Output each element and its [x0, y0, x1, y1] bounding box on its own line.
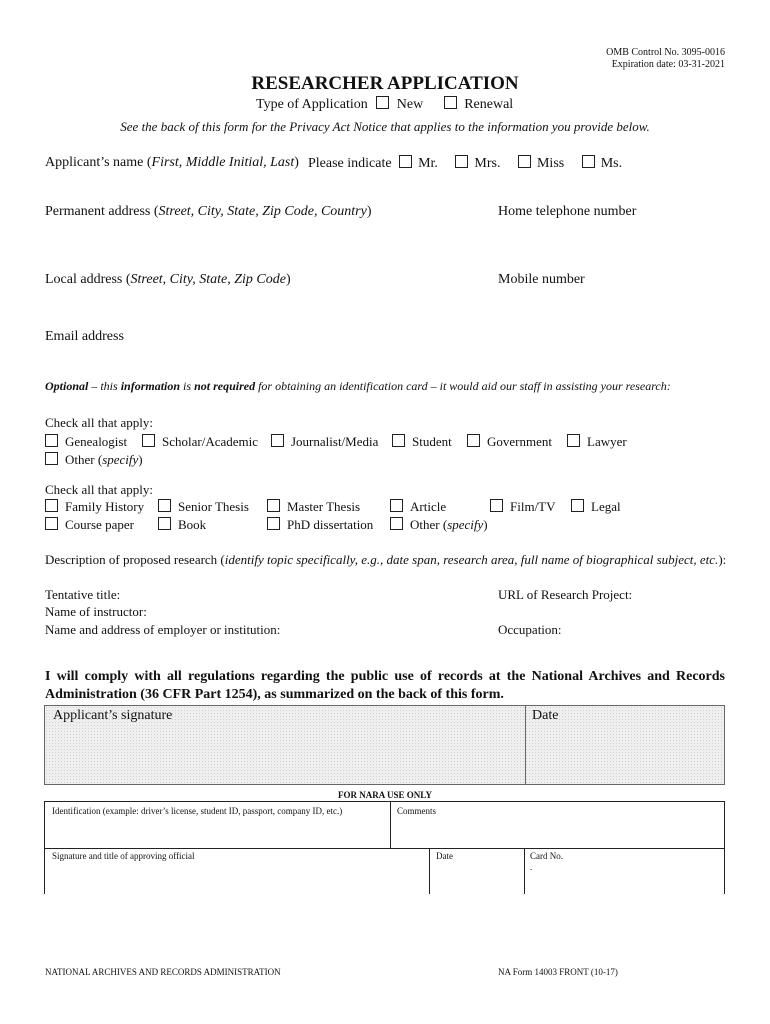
- renewal-label: Renewal: [464, 97, 514, 112]
- signature-date-label: Date: [532, 708, 559, 723]
- other-checkbox-1[interactable]: [45, 452, 58, 465]
- mr-checkbox[interactable]: [399, 155, 412, 168]
- identification-label: Identification (example: driver’s license, student ID, passport, company ID, etc.): [52, 806, 343, 816]
- date-divider: [429, 848, 430, 894]
- lawyer-option: Lawyer: [567, 434, 627, 450]
- government-checkbox[interactable]: [467, 434, 480, 447]
- privacy-note: See the back of this form for the Privacy Act Notice that applies to the information you provide below.: [120, 119, 650, 134]
- legal-checkbox[interactable]: [571, 499, 584, 512]
- master-thesis-option: Master Thesis: [267, 499, 360, 515]
- family-history-option: Family History: [45, 499, 144, 515]
- other-checkbox-2[interactable]: [390, 517, 403, 530]
- genealogist-checkbox[interactable]: [45, 434, 58, 447]
- genealogist-option: Genealogist: [45, 434, 127, 450]
- nara-row-divider: [44, 848, 725, 849]
- legal-option: Legal: [571, 499, 621, 515]
- other-option-2: Other (specify): [390, 517, 488, 533]
- tentative-title-label: Tentative title:: [45, 587, 121, 602]
- signature-divider: [525, 706, 526, 784]
- phd-dissertation-checkbox[interactable]: [267, 517, 280, 530]
- compliance-line-2: Administration (36 CFR Part 1254), as summarized on the back of this form.: [45, 687, 504, 702]
- local-address-label: Local address (Street, City, State, Zip Code): [45, 272, 291, 287]
- mrs-label: Mrs.: [474, 156, 501, 171]
- miss-label: Miss: [536, 156, 565, 171]
- film-tv-checkbox[interactable]: [490, 499, 503, 512]
- mrs-checkbox[interactable]: [455, 155, 468, 168]
- journalist-option: Journalist/Media: [271, 434, 378, 450]
- journalist-checkbox[interactable]: [271, 434, 284, 447]
- footer-agency: NATIONAL ARCHIVES AND RECORDS ADMINISTRATION: [45, 967, 281, 977]
- research-url-label: URL of Research Project:: [498, 587, 633, 602]
- book-checkbox[interactable]: [158, 517, 171, 530]
- compliance-statement: [45, 668, 725, 704]
- scholar-option: Scholar/Academic: [142, 434, 258, 450]
- comments-divider: [390, 801, 391, 848]
- student-checkbox[interactable]: [392, 434, 405, 447]
- course-paper-option: Course paper: [45, 517, 134, 533]
- nara-top-border: [44, 801, 725, 802]
- scholar-checkbox[interactable]: [142, 434, 155, 447]
- article-option: Article: [390, 499, 446, 515]
- mr-label: Mr.: [418, 156, 438, 171]
- senior-thesis-option: Senior Thesis: [158, 499, 249, 515]
- card-number-dot: .: [530, 862, 533, 872]
- miss-checkbox[interactable]: [518, 155, 531, 168]
- name-title-row: [308, 155, 622, 172]
- phd-dissertation-option: PhD dissertation: [267, 517, 373, 533]
- ms-checkbox[interactable]: [582, 155, 595, 168]
- applicant-signature-label: Applicant’s signature: [53, 708, 173, 723]
- card-divider: [524, 848, 525, 894]
- occupation-label: Occupation:: [498, 622, 562, 637]
- signature-box[interactable]: [44, 705, 725, 785]
- government-option: Government: [467, 434, 552, 450]
- permanent-address-label: Permanent address (Street, City, State, Zip Code, Country): [45, 204, 372, 219]
- comments-label: Comments: [397, 806, 437, 816]
- check-all-label-1: Check all that apply:: [45, 415, 153, 430]
- student-option: Student: [392, 434, 452, 450]
- home-telephone-label: Home telephone number: [498, 204, 637, 219]
- card-number-label: Card No.: [530, 851, 563, 861]
- applicant-name-label: Applicant’s name (First, Middle Initial, Last): [45, 155, 299, 170]
- application-type-row: [256, 96, 513, 113]
- ms-label: Ms.: [600, 156, 623, 171]
- new-label: New: [396, 97, 424, 112]
- other-option-1: Other (specify): [45, 452, 143, 468]
- master-thesis-checkbox[interactable]: [267, 499, 280, 512]
- footer-form-number: NA Form 14003 FRONT (10-17): [498, 967, 618, 977]
- employer-label: Name and address of employer or institution:: [45, 622, 281, 637]
- new-checkbox[interactable]: [376, 96, 389, 109]
- senior-thesis-checkbox[interactable]: [158, 499, 171, 512]
- optional-note: Optional – this information is not required for obtaining an identification card – it would aid our staff in assisting your research:: [45, 379, 671, 393]
- nara-date-label: Date: [436, 851, 453, 861]
- article-checkbox[interactable]: [390, 499, 403, 512]
- omb-control-number: OMB Control No. 3095-0016: [606, 47, 725, 58]
- form-title: RESEARCHER APPLICATION: [251, 73, 519, 94]
- email-address-label: Email address: [45, 329, 124, 344]
- application-type-label: Type of Application: [256, 97, 368, 112]
- please-indicate-label: Please indicate: [308, 156, 392, 171]
- check-all-label-2: Check all that apply:: [45, 482, 153, 497]
- compliance-line-1: I will comply with all regulations regarding the public use of records at the National Archives and Records: [45, 669, 725, 684]
- instructor-label: Name of instructor:: [45, 604, 147, 619]
- family-history-checkbox[interactable]: [45, 499, 58, 512]
- film-tv-option: Film/TV: [490, 499, 556, 515]
- research-description-label: Description of proposed research (identify topic specifically, e.g., date span, research area, full name of biographical subject, etc.):: [45, 552, 727, 567]
- mobile-number-label: Mobile number: [498, 272, 585, 287]
- nara-use-only-title: FOR NARA USE ONLY: [338, 790, 432, 800]
- course-paper-checkbox[interactable]: [45, 517, 58, 530]
- approving-official-label: Signature and title of approving official: [52, 851, 195, 861]
- lawyer-checkbox[interactable]: [567, 434, 580, 447]
- renewal-checkbox[interactable]: [444, 96, 457, 109]
- expiration-date: Expiration date: 03-31-2021: [611, 59, 725, 70]
- book-option: Book: [158, 517, 206, 533]
